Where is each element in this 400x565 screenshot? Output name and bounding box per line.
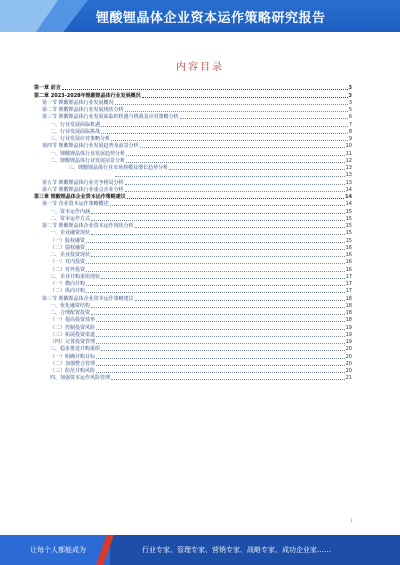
toc-entry-page: 20 [345, 353, 352, 360]
toc-leader-dots [91, 220, 345, 221]
toc-leader-dots [96, 343, 345, 344]
toc-entry-page: 11 [345, 150, 352, 157]
toc-entry-page: 16 [345, 252, 352, 258]
toc-entry-page: 18 [345, 302, 352, 309]
toc-leader-dots [111, 140, 348, 141]
toc-entry[interactable] [34, 258, 352, 265]
toc-entry[interactable] [34, 135, 352, 142]
toc-entry-label: （一）对内投资 [50, 259, 86, 266]
toc-leader-dots [142, 97, 348, 98]
toc-entry[interactable] [34, 222, 352, 229]
toc-entry-label: （一）横向并购 [50, 281, 86, 287]
toc-entry-page: 15 [345, 215, 352, 222]
toc-entry-page: 12 [345, 157, 352, 164]
toc-entry-label: （一）明确并购目标 [50, 353, 96, 360]
toc-entry[interactable] [34, 171, 352, 178]
toc-leader-dots [86, 285, 345, 286]
toc-entry-page: 19 [345, 339, 352, 345]
toc-entry-page: 13 [345, 179, 352, 186]
report-footer [0, 535, 400, 565]
toc-entry[interactable] [34, 99, 352, 106]
toc-entry-label: 二、合理配置投资 [50, 310, 91, 316]
toc-entry[interactable] [34, 338, 352, 345]
toc-entry-label: （四）完善投资管理 [50, 339, 96, 345]
toc-entry-label: 第二节 锂酸锂晶体行业发展现状分析 [42, 107, 124, 113]
toc-leader-dots [125, 111, 348, 112]
toc-entry-label: 三、企业并购重组现状 [50, 273, 101, 280]
toc-entry[interactable] [34, 84, 352, 91]
toc-entry-label: 第三章 锂酸锂晶体企业资本运作策略建议 [34, 194, 126, 200]
toc-entry-page: 15 [345, 237, 352, 244]
toc-entry[interactable] [34, 128, 352, 135]
toc-entry-label: 二、企业投资现状 [50, 252, 91, 258]
toc-entry-label: 第三节 锂酸锂晶体企业资本运作策略建议 [42, 295, 134, 302]
toc-leader-dots [127, 198, 344, 199]
toc-entry-label: 第一节 锂酸锂晶体行业发展概况 [42, 99, 114, 106]
toc-entry-page: 5 [348, 107, 352, 113]
toc-entry-label: 第一节 企业资本运作策略概述 [42, 201, 109, 208]
toc-entry[interactable] [34, 273, 352, 280]
table-of-contents [34, 84, 352, 381]
toc-entry[interactable] [34, 352, 352, 359]
toc-leader-dots [115, 104, 348, 105]
toc-entry-label: （一）提高投资效率 [50, 317, 96, 324]
toc-entry[interactable] [34, 345, 352, 352]
toc-entry-page: 17 [345, 281, 352, 287]
toc-leader-dots [125, 184, 345, 185]
toc-entry-page: 16 [345, 259, 352, 266]
toc-entry-label: 四、加强资本运作风险管理 [50, 375, 111, 382]
toc-entry[interactable] [34, 193, 352, 200]
toc-entry[interactable] [34, 251, 352, 258]
toc-entry-page: 15 [345, 230, 352, 237]
toc-entry-page: 14 [345, 186, 352, 193]
toc-leader-dots [101, 133, 348, 134]
toc-entry-label: （二）对外投资 [50, 266, 86, 273]
toc-entry-page: 9 [348, 136, 352, 142]
toc-leader-dots [101, 278, 345, 279]
toc-entry-page: 18 [345, 310, 352, 316]
toc-entry-label: 第六节 锂酸锂晶体行业重点企业分析 [42, 186, 124, 193]
toc-leader-dots [86, 292, 345, 293]
toc-entry-label: 第二章 2023-2028年锂酸锂晶体行业发展概况 [34, 92, 141, 99]
toc-entry[interactable] [34, 120, 352, 127]
toc-entry-page: 3 [348, 92, 352, 99]
toc-entry-label: 第四节 锂酸锂晶体行业发展趋势及前景分析 [42, 143, 139, 150]
toc-leader-dots [135, 300, 345, 301]
toc-entry-label: 二、锂酸锂晶体行业发展前景分析 [50, 157, 126, 164]
toc-entry-page: 18 [345, 317, 352, 324]
toc-entry[interactable] [34, 91, 352, 98]
toc-entry-label: 三、锂酸锂晶体行业市场规模及增长趋势分析 [68, 165, 169, 171]
toc-entry[interactable] [34, 367, 352, 374]
toc-entry[interactable] [34, 294, 352, 301]
toc-entry-page: 17 [345, 273, 352, 280]
toc-leader-dots [115, 176, 345, 177]
toc-entry-label: 一、优化融资结构 [50, 302, 91, 309]
toc-leader-dots [62, 89, 348, 90]
toc-leader-dots [111, 379, 345, 380]
toc-entry-label: 一、行业发展面临机遇 [50, 121, 101, 128]
toc-leader-dots [126, 162, 345, 163]
toc-leader-dots [110, 205, 345, 206]
toc-entry[interactable] [34, 309, 352, 316]
toc-leader-dots [125, 191, 345, 192]
toc-entry-label: 三、稳步推进并购重组 [50, 346, 101, 353]
toc-entry-label: （二）纵向并购 [50, 288, 86, 295]
toc-entry[interactable] [34, 207, 352, 214]
toc-entry[interactable] [34, 374, 352, 381]
toc-entry-page: 19 [345, 324, 352, 331]
toc-leader-dots [96, 365, 345, 366]
toc-entry-label: 一、锂酸锂晶体行业发展趋势分析 [50, 150, 126, 157]
toc-entry-page: 13 [345, 172, 352, 179]
toc-entry-page: 17 [345, 288, 352, 295]
toc-leader-dots [96, 321, 345, 322]
toc-leader-dots [96, 358, 345, 359]
toc-entry[interactable] [34, 157, 352, 164]
report-header [0, 0, 400, 32]
toc-entry[interactable] [34, 265, 352, 272]
toc-entry-page: 20 [345, 368, 352, 374]
toc-entry-page: 21 [345, 375, 352, 382]
toc-entry[interactable] [34, 287, 352, 294]
toc-leader-dots [86, 263, 345, 264]
toc-heading: 内容目录 [176, 62, 224, 73]
toc-entry[interactable] [34, 316, 352, 323]
toc-entry-label: （三）防范并购风险 [50, 368, 96, 374]
toc-entry[interactable] [34, 164, 352, 171]
toc-entry-page: 15 [345, 223, 352, 229]
toc-leader-dots [140, 147, 345, 148]
toc-entry[interactable] [34, 236, 352, 243]
toc-entry[interactable] [34, 323, 352, 330]
toc-entry-page: 16 [345, 266, 352, 273]
toc-entry[interactable] [34, 149, 352, 156]
toc-leader-dots [96, 372, 345, 373]
page-number: 1 [350, 518, 353, 523]
toc-entry-label: 二、行业发展面临挑战 [50, 128, 101, 135]
toc-entry-label: （一）股权融资 [50, 237, 86, 244]
toc-entry-page: 18 [345, 295, 352, 302]
toc-entry-page: 14 [345, 201, 352, 208]
toc-leader-dots [101, 126, 348, 127]
toc-entry-label: （二）加强整合管理 [50, 360, 96, 367]
toc-leader-dots [96, 336, 345, 337]
toc-entry-label: 三、行业发展应对策略分析 [50, 136, 111, 142]
footer-slogan-right: 行业专家、管理专家、营销专家、战略专家、成功企业家…… [142, 546, 331, 554]
toc-entry-page: 14 [345, 194, 352, 200]
toc-entry-page: 3 [348, 99, 352, 106]
toc-entry-page: 8 [348, 128, 352, 135]
toc-entry[interactable] [34, 280, 352, 287]
toc-leader-dots [91, 307, 345, 308]
toc-entry-page: 13 [345, 165, 352, 171]
toc-entry-label: 二、资本运作方式 [50, 215, 91, 222]
toc-leader-dots [180, 118, 348, 119]
toc-entry-page: 7 [348, 121, 352, 128]
toc-leader-dots [91, 234, 345, 235]
toc-entry-label: （二）债权融资 [50, 244, 86, 251]
toc-entry[interactable] [34, 331, 352, 338]
toc-leader-dots [86, 271, 345, 272]
toc-entry[interactable] [34, 200, 352, 207]
toc-leader-dots [135, 227, 345, 228]
toc-entry-label: 第三节 锂酸锂晶体行业发展面临的机遇与挑战及应对策略分析 [42, 114, 179, 121]
toc-leader-dots [91, 256, 345, 257]
toc-entry[interactable] [34, 244, 352, 251]
toc-entry[interactable] [34, 106, 352, 113]
toc-entry-page: 20 [345, 360, 352, 367]
toc-leader-dots [96, 329, 345, 330]
footer-slogan-left: 让每个人都能成为 [30, 546, 86, 554]
toc-entry-label: 第一章 前言 [34, 85, 61, 92]
toc-entry[interactable] [34, 229, 352, 236]
toc-entry-label: 第五节 锂酸锂晶体行业竞争格局分析 [42, 179, 124, 186]
toc-entry-page: 6 [348, 114, 352, 121]
toc-entry-page: 3 [348, 85, 352, 92]
toc-leader-dots [169, 169, 345, 170]
toc-leader-dots [86, 249, 345, 250]
toc-leader-dots [86, 242, 345, 243]
toc-entry[interactable] [34, 113, 352, 120]
toc-entry-page: 19 [345, 331, 352, 338]
toc-entry[interactable] [34, 142, 352, 149]
toc-entry[interactable] [34, 360, 352, 367]
toc-leader-dots [91, 314, 345, 315]
toc-entry[interactable] [34, 215, 352, 222]
toc-entry-page: 16 [345, 244, 352, 251]
toc-entry-label: 一、资本运作内涵 [50, 208, 91, 215]
toc-entry[interactable] [34, 302, 352, 309]
toc-entry-label: 第二节 锂酸锂晶体企业资本运作现状分析 [42, 223, 134, 229]
toc-entry-label: 一、企业融资现状 [50, 230, 91, 237]
toc-entry[interactable] [34, 186, 352, 193]
toc-leader-dots [101, 350, 345, 351]
toc-entry-page: 10 [345, 143, 352, 150]
toc-leader-dots [91, 213, 345, 214]
toc-entry-label: （三）拓展投资渠道 [50, 331, 96, 338]
toc-entry[interactable] [34, 178, 352, 185]
toc-leader-dots [126, 155, 345, 156]
toc-entry-page: 20 [345, 346, 352, 353]
report-title: 锂酸锂晶体企业资本运作策略研究报告 [96, 11, 326, 26]
toc-entry-label: （二）控制投资风险 [50, 324, 96, 331]
toc-entry-page: 15 [345, 208, 352, 215]
